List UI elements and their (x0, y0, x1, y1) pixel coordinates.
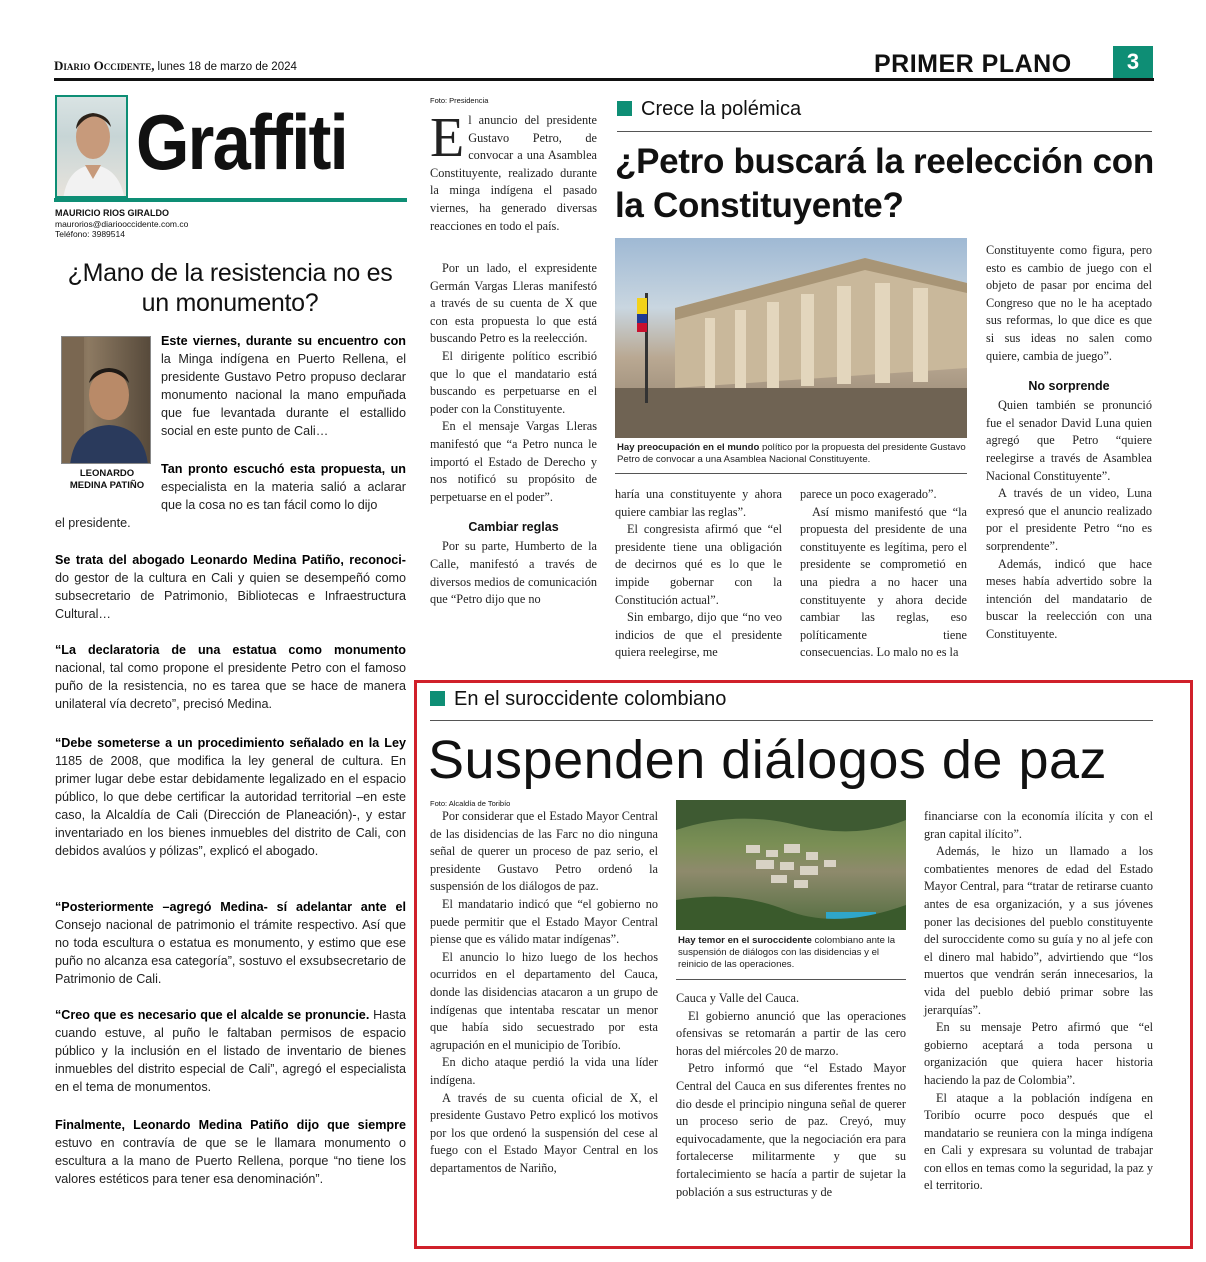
lead-1-bold: Este viernes, durante su encuentro con (161, 334, 406, 348)
paragraph-bold: “Posteriormente –agregó Medina- sí adelantar ante el (55, 900, 406, 914)
paz-col2 (676, 990, 906, 1201)
paragraph: financiarse con la economía ilícita y con el gran capital ilícito”. (924, 809, 1153, 841)
paragraph: Quien también se pronunció fue el senador David Luna quien agregó que Petro “quiere reelegirse a través de Asamblea Nacional Constituyente”. (986, 398, 1152, 483)
caption-rule (676, 979, 906, 980)
column-lead-1 (161, 332, 406, 440)
paper-name: Diario Occidente, (54, 58, 155, 73)
toribio-photo (676, 800, 906, 930)
lead-1-text: la Minga indígena en Puerto Rellena, el presidente Gustavo Petro propuso declarar monumento nacional la mano empuñada que fue levantada durante el estallido social en este punto de Cali… (161, 352, 406, 438)
column-paragraph (55, 1116, 406, 1188)
paragraph: Petro informó que “el Estado Mayor Central del Cauca en sus diferentes frentes no dio desde el principio ninguna señal de querer un proceso serio de paz. Creyó, muy equivocadamente, que la negociación era para fortalecerse militarmente y que su fortalecimiento se hacía a partir de sujetar la población a sus estructuras y de (676, 1061, 906, 1199)
paz-kicker (430, 688, 726, 711)
column-rule (54, 198, 407, 202)
caption-rule (615, 473, 967, 474)
caption-bold: Hay temor en el suroccidente (678, 935, 812, 946)
caption-bold: Hay preocupación en el mundo (617, 442, 760, 453)
paragraph: Además, le hizo un llamado a los combatientes menores de edad del Estado Mayor Central, para “tratar de retirarse cuanto antes de esa organización, y a sus jóvenes poner las decisiones del pueblo constituyente del suroccidente como su guía y no al jefe con el dinero mal habido”, advirtiendo que “los muertos que vendrán serán innecesarios, la vida del pueblo debió primar sobre las jerarquías”. (924, 844, 1153, 1017)
petro-col4 (986, 242, 1152, 643)
paragraph: A través de su cuenta oficial de X, el presidente Gustavo Petro explicó los motivos por los que ordenó la suspensión del cese al fuego con el Estado Mayor Central en los departamentos de Nariño, (430, 1090, 658, 1175)
petro-col1 (430, 260, 597, 609)
column-lead-2-end: el presidente. (55, 516, 131, 530)
kicker-text: En el suroccidente colombiano (454, 688, 727, 710)
column-paragraph (55, 551, 406, 623)
paragraph: El gobierno anunció que las operaciones ofensivas se retomarán a partir de las cero horas del miércoles 20 de marzo. (676, 1008, 906, 1058)
paz-headline: Suspenden diálogos de paz (428, 730, 1108, 790)
paragraph-text: Consejo nacional de patrimonio el trámite respectivo. Así que no toda escultura o estatua es monumento, y estimo que ese puño no alcanza esa categoría”, sostuvo el exsubsecretario de Patrimonio de Cali. (55, 918, 406, 986)
paragraph: El ataque a la población indígena en Toribío ocurre poco después que el mandatario se reuniera con la minga indígena en Cali y expresara su voluntad de trabajar con ellos en temas como la seguridad, la paz y el territorio. (924, 1090, 1153, 1193)
paragraph-text: nacional, tal como propone el presidente Petro con el famoso puño de la resistencia, no es tarea que se hace de manera unilateral vía decreto”, precisó Medina. (55, 661, 406, 711)
paragraph-bold: Se trata del abogado Leonardo Medina Patiño, reconoci- (55, 553, 406, 567)
paragraph: El congresista afirmó que “el presidente tiene una obligación de decirnos qué es lo que le impide gobernar con la Constitución actual”. (615, 522, 782, 607)
petro-col3 (800, 486, 967, 662)
lead-2-bold: Tan pronto escuchó esta propuesta, un (161, 462, 406, 476)
kicker-rule (430, 720, 1153, 721)
issue-date: lunes 18 de marzo de 2024 (157, 61, 297, 73)
congress-photo (615, 238, 967, 438)
column-paragraph (55, 641, 406, 713)
paragraph: Por un lado, el expresidente Germán Vargas Lleras manifestó a través de su cuenta de X que con esta propuesta lo que está buscando Petro es la reelección. (430, 261, 597, 346)
masthead (54, 58, 354, 76)
lead-2-text: especialista en la materia salió a aclarar que la cosa no es tan fácil como lo dijo (161, 480, 406, 512)
paz-col1 (430, 808, 658, 1177)
column-paragraph (55, 1006, 406, 1096)
page-number-badge: 3 (1113, 46, 1153, 78)
paragraph-bold: Finalmente, Leonardo Medina Patiño dijo que siempre (55, 1118, 406, 1132)
toribio-photo-caption (678, 935, 908, 971)
column-lead-2 (161, 460, 406, 514)
column-paragraph (55, 898, 406, 988)
author-name: MAURICIO RIOS GIRALDO (55, 208, 169, 218)
photo-credit: Foto: Presidencia (430, 96, 489, 105)
paragraph: parece un poco exagerado”. (800, 487, 937, 501)
source-photo-caption: LEONARDO MEDINA PATIÑO (69, 468, 145, 491)
congress-photo-caption (617, 442, 967, 466)
caption-text: colombiano ante la suspensión de diálogos con las disidencias y el reinicio de las operaciones. (678, 935, 896, 970)
subhead: No sorprende (1028, 379, 1110, 394)
paragraph-text: 1185 de 2008, que modifica la ley general de cultura. En primer lugar debe estar debidamente legalizado en el espacio público, lo que debe certificar la autoridad territorial –en este caso, la Alcaldía de Cali (Dirección de Planeación)-, y estar inventariado en los bienes inmuebles del distrito de Cali, con debidos avalúos y pólizas”, explicó el abogado. (55, 754, 406, 858)
photo-credit: Foto: Alcaldía de Toribío (430, 799, 511, 808)
kicker-text: Crece la polémica (641, 98, 802, 120)
petro-col2 (615, 486, 782, 662)
caption-text: político por la propuesta del presidente Gustavo Petro de convocar a una Asamblea Nacional Constituyente. (617, 442, 966, 465)
paragraph-bold: “La declaratoria de una estatua como monumento (55, 643, 406, 657)
paragraph: Además, indicó que hace meses había advertido sobre la intención del mandatario de buscar la reelección con una Constituyente. (986, 556, 1152, 641)
paragraph: Así mismo manifestó que “la propuesta del presidente de una constituyente es legítima, pero el presidente se comprometió en una piedra a no hacer una constituyente y ahora decide cambiar las reglas, eso políticamente tiene consecuencias. Lo malo no es la (800, 504, 967, 660)
paz-col3 (924, 808, 1153, 1195)
paragraph: Por su parte, Humberto de la Calle, manifestó a través de diversos medios de comunicación que “Petro dijo que no (430, 539, 597, 607)
paragraph: Cauca y Valle del Cauca. (676, 991, 800, 1005)
paragraph: Constituyente como figura, pero esto es cambio de juego con el objeto de pasar por encima del Congreso que no le ha aceptado sus reformas, lo que dice es que si sus ideas no salen como quiere, cambia de juego”. (986, 243, 1152, 363)
petro-headline: ¿Petro buscará la reelección con la Constituyente? (615, 142, 1154, 225)
paragraph: Sin embargo, dijo que “no veo indicios de que el presidente quiera reelegirse, me (615, 610, 782, 660)
paragraph: El mandatario indicó que “el gobierno no puede permitir que el Estado Mayor Central piense que es válido matar indígenas”. (430, 896, 658, 947)
petro-kicker (617, 98, 801, 121)
kicker-square (430, 691, 445, 706)
column-title: ¿Mano de la resistencia no es un monumento? (67, 259, 393, 317)
column-brand: Graffiti (136, 98, 347, 186)
kicker-square (617, 101, 632, 116)
paragraph: A través de un video, Luna expresó que el anuncio realizado por el presidente Petro “no es sorprendente”. (986, 486, 1152, 553)
paragraph: En el mensaje Vargas Lleras manifestó que “a Petro nunca le importó el Estado de Derecho y nos notificó su propósito de perpetuarse en el poder”. (430, 419, 597, 504)
section-title: PRIMER PLANO (874, 50, 1072, 78)
author-photo (55, 95, 128, 198)
paragraph: En dicho ataque perdió la vida una líder indígena. (430, 1055, 658, 1087)
source-photo (61, 336, 151, 464)
column-paragraph (55, 734, 406, 860)
paragraph: El dirigente político escribió que lo que el mandatario está buscando es perpetuarse en el poder con la Constituyente. (430, 348, 597, 416)
drop-cap: E (430, 107, 465, 169)
paragraph-bold: “Debe someterse a un procedimiento señalado en la Ley (55, 736, 406, 750)
author-email: maurorios@diariooccidente.com.co (55, 219, 189, 229)
first-paragraph-text: l anuncio del presidente Gustavo Petro, de convocar a una Asamblea Constituyente, realizado durante la minga indígena el pasado viernes, ha generado diversas reacciones en todo el país. (430, 113, 597, 233)
paragraph: haría una constituyente y ahora quiere cambiar las reglas”. (615, 487, 782, 519)
author-phone: Teléfono: 3989514 (55, 229, 125, 239)
paragraph-text: Hasta cuando estuve, al puño le faltaban permisos de espacio público y la inclusión en el listado de inventario de bienes inmuebles del distrito especial de Cali”, agregó el especialista en el tema de monumentos. (55, 1008, 407, 1094)
paragraph-text: estuvo en contravía de que se le llamara monumento o escultura a la mano de Puerto Rellena, porque “no tiene los valores estéticos para tener esa denominación”. (55, 1136, 406, 1186)
paragraph-bold: “Creo que es necesario que el alcalde se pronuncie. (55, 1008, 370, 1022)
petro-first-paragraph (430, 107, 597, 235)
paragraph-text: do gestor de la cultura en Cali y quien se desempeñó como subsecretario de Patrimonio, Bibliotecas e Infraestructura Cultural… (55, 571, 406, 621)
header-rule (54, 78, 1154, 81)
paragraph: El anuncio lo hizo luego de los hechos ocurridos en el departamento del Cauca, donde las disidencias atacaron a un grupo de indígenas que intentaba rescatar un menor que había sido secuestrado por esta agrupación en el municipio de Toribío. (430, 949, 658, 1052)
subhead: Cambiar reglas (468, 520, 559, 535)
kicker-rule (617, 131, 1152, 132)
paragraph: En su mensaje Petro afirmó que “el gobierno aceptará a toda persona u organización que quiera hacer historia haciendo la paz de Colombia”. (924, 1020, 1153, 1087)
paragraph: Por considerar que el Estado Mayor Central de las disidencias de las Farc no dio ninguna señal de querer un proceso de paz serio, el presidente Gustavo Petro ordenó la suspensión de los diálogos de paz. (430, 809, 658, 894)
